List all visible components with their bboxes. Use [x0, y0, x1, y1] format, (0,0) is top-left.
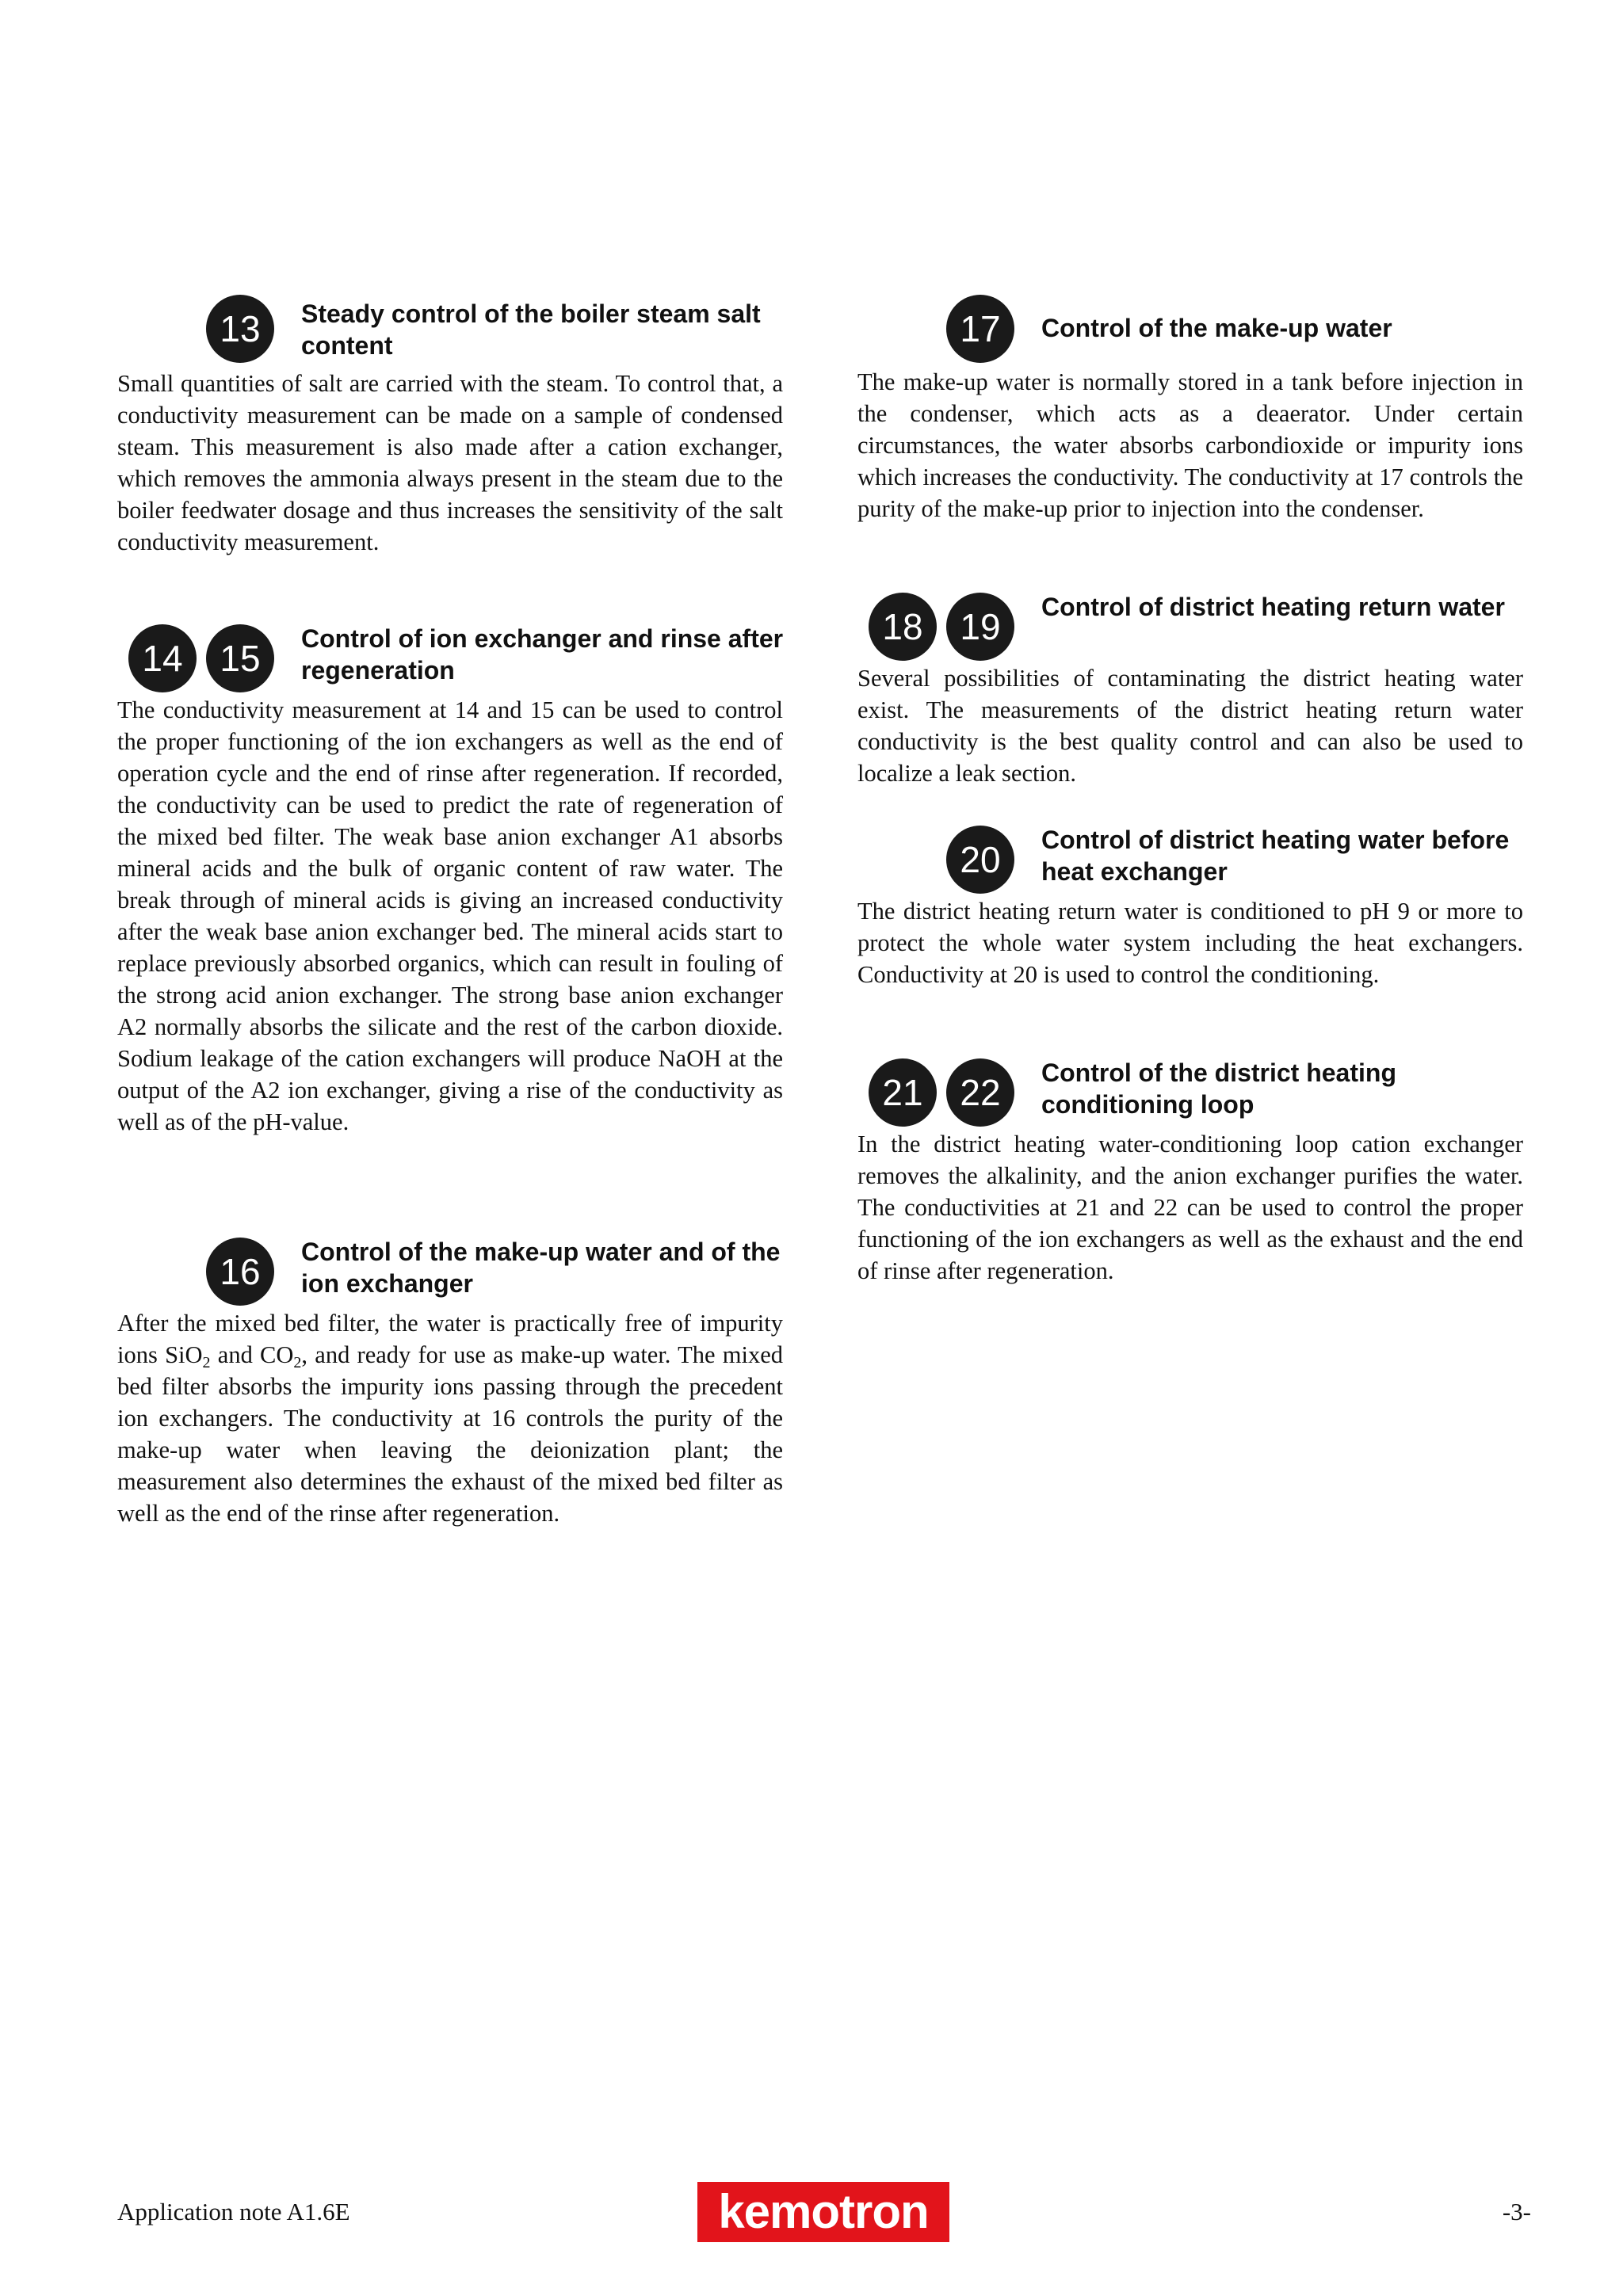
number-badge-16: 16: [206, 1238, 274, 1306]
number-badge-19: 19: [946, 593, 1014, 661]
page-number: -3-: [1502, 2198, 1531, 2225]
section-16-title: Control of the make-up water and of the ion exchanger: [301, 1238, 781, 1298]
section-20-body: The district heating return water is conditioned to pH 9 or more to protect the whole water system including the heat exchangers. Conductivity at 20 is used to control the conditioning.: [857, 898, 1523, 988]
number-badge-21: 21: [869, 1058, 937, 1127]
footer-application-note: Application note A1.6E: [117, 2198, 350, 2225]
kemotron-logo: kemotron: [697, 2182, 949, 2242]
section-13-title: Steady control of the boiler steam salt content: [301, 299, 761, 360]
section-17-title: Control of the make-up water: [1041, 314, 1392, 342]
number-badge-17: 17: [946, 295, 1014, 363]
number-badge-13: 13: [206, 295, 274, 363]
section-17-body: The make-up water is normally stored in a tank before injection in the condenser, which acts as a deaerator. Under certain circumstances, the water absorbs carbondioxide or impurity ions which increases the conductivity. The conductivity at 17 controls the purity of the make-up prior to injection into the condenser.: [857, 368, 1523, 522]
section-18-19-body: Several possibilities of contaminating the district heating water exist. The measurements of the district heating return water conductivity is the best quality control and can also be used to localize a leak section.: [857, 665, 1523, 787]
section-14-15-title: Control of ion exchanger and rinse after regeneration: [301, 624, 784, 685]
section-20-title: Control of district heating water before heat exchanger: [1041, 826, 1510, 886]
section-13-body: Small quantities of salt are carried with the steam. To control that, a conductivity measurement can be made on a sample of condensed steam. This measurement is also made after a cation exchanger, which removes the ammonia always present in the steam due to the boiler feedwater dosage and thus increases the sensitivity of the salt conductivity measurement.: [117, 370, 783, 555]
number-badge-18: 18: [869, 593, 937, 661]
section-16-body: After the mixed bed filter, the water is practically free of impurity ions SiO$_2$ and $CO_2$, and ready for use as make-up water. The mixed bed filter absorbs the impurity ions passing through the precedent ion exchangers. The conductivity at 16 controls the purity of the make-up water when leaving the deionization plant; the measurement also determines the exhaust of the mixed bed filter as well as the end of the rinse after regeneration.: [117, 1310, 783, 1527]
section-21-22-body: In the district heating water-conditioning loop cation exchanger removes the alkalinity, and the anion exchanger purifies the water. The conductivities at 21 and 22 can be used to control the proper functioning of the ion exchangers as well as the exhaust and the end of rinse after regeneration.: [857, 1131, 1523, 1284]
number-badge-20: 20: [946, 826, 1014, 894]
section-21-22-title: Control of the district heating conditioning loop: [1041, 1058, 1396, 1119]
section-14-15-body: The conductivity measurement at 14 and 15 can be used to control the proper functioning of the ion exchangers as well as the end of operation cycle and the end of rinse after regeneration. If recorded, the conductivity can be used to predict the rate of regeneration of the mixed bed filter. The weak base anion exchanger A1 absorbs mineral acids and the bulk of organic content of raw water. The break through of mineral acids is giving an increased conductivity after the weak base anion exchanger bed. The mineral acids start to replace previously absorbed organics, which can result in fouling of the strong acid anion exchanger. The strong base anion exchanger A2 normally absorbs the silicate and the rest of the carbon dioxide. Sodium leakage of the cation exchangers will produce NaOH at the output of the A2 ion exchanger, giving a rise of the conductivity as well as of the pH-value.: [117, 696, 783, 1135]
section-18-19-title: Control of district heating return water: [1041, 593, 1505, 621]
number-badge-14: 14: [128, 624, 197, 692]
number-badge-15: 15: [206, 624, 274, 692]
number-badge-22: 22: [946, 1058, 1014, 1127]
